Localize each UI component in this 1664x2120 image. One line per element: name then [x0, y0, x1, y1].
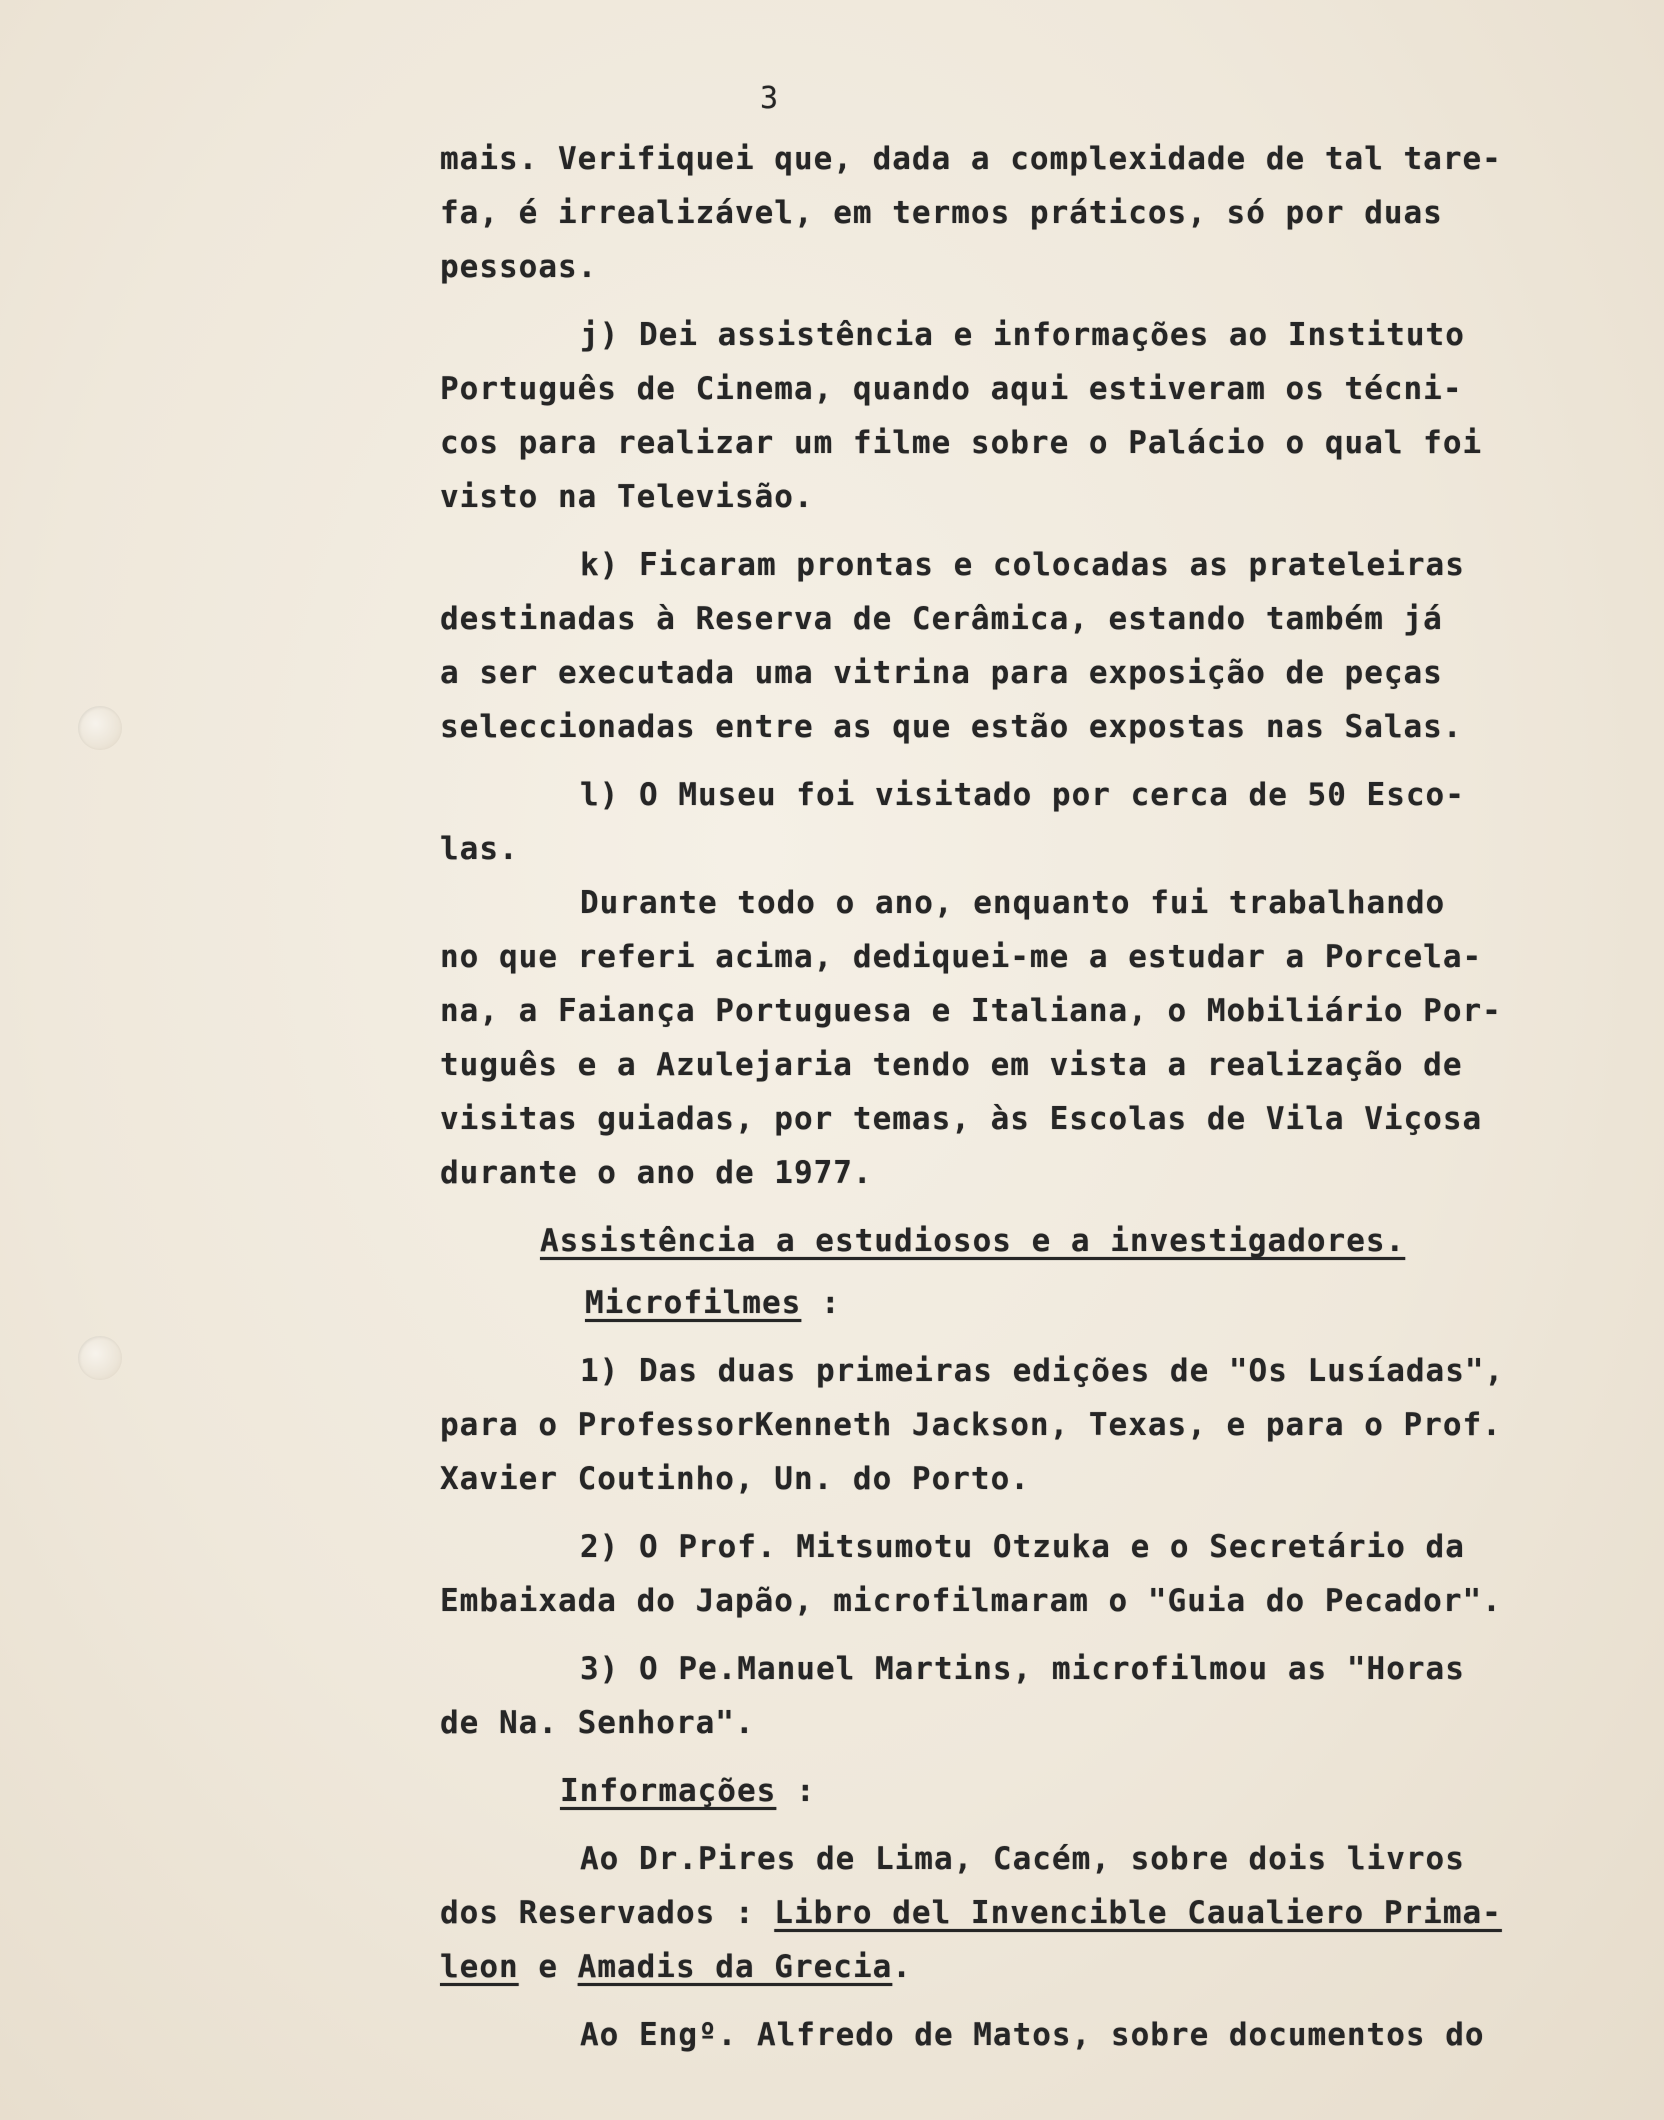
paragraph-item-k	[440, 538, 1560, 754]
text-line: fa, é irrealizável, em termos práticos, só por duas	[440, 195, 1443, 231]
text-line: tuguês e a Azulejaria tendo em vista a realização de	[440, 1047, 1463, 1083]
text-line: na, a Faiança Portuguesa e Italiana, o Mobiliário Por-	[440, 993, 1502, 1029]
paragraph-durante	[440, 876, 1560, 1200]
text-line: Xavier Coutinho, Un. do Porto.	[440, 1461, 1030, 1497]
book-title: Amadis da Grecia	[577, 1949, 893, 1985]
text-line: 1) Das duas primeiras edições de "Os Lusíadas",	[580, 1353, 1505, 1389]
section-heading-assistencia	[440, 1214, 1560, 1268]
text-line: a ser executada uma vitrina para exposição de peças	[440, 655, 1443, 691]
paragraph-continuation	[440, 132, 1560, 294]
heading-text: Informações	[560, 1773, 777, 1809]
text-segment: dos Reservados :	[440, 1895, 775, 1931]
text-line: mais. Verifiquei que, dada a complexidade de tal tare-	[440, 141, 1502, 177]
informacao-item-2	[440, 2008, 1560, 2062]
text-segment: e	[518, 1949, 578, 1985]
informacao-item-1	[440, 1832, 1560, 1994]
binder-hole	[78, 1336, 122, 1380]
text-line: las.	[440, 831, 519, 867]
text-line: Português de Cinema, quando aqui estiveram os técni-	[440, 371, 1463, 407]
text-line: visto na Televisão.	[440, 479, 814, 515]
book-title: leon	[440, 1949, 519, 1985]
text-line: Durante todo o ano, enquanto fui trabalhando	[580, 885, 1446, 921]
text-line: no que referi acima, dediquei-me a estudar a Porcela-	[440, 939, 1483, 975]
text-line: seleccionadas entre as que estão expostas nas Salas.	[440, 709, 1463, 745]
heading-suffix: :	[776, 1773, 816, 1809]
heading-text: Assistência a estudiosos e a investigadores.	[540, 1223, 1406, 1259]
text-line: pessoas.	[440, 249, 598, 285]
text-line: visitas guiadas, por temas, às Escolas de Vila Viçosa	[440, 1101, 1483, 1137]
microfilm-item-3	[440, 1642, 1560, 1750]
page-number: 3	[760, 81, 780, 116]
text-line: cos para realizar um filme sobre o Palácio o qual foi	[440, 425, 1483, 461]
text-line: Embaixada do Japão, microfilmaram o "Guia do Pecador".	[440, 1583, 1502, 1619]
text-line: durante o ano de 1977.	[440, 1155, 873, 1191]
text-segment: .	[892, 1949, 912, 1985]
heading-suffix: :	[801, 1285, 841, 1321]
paragraph-item-l	[440, 768, 1560, 876]
text-line: j) Dei assistência e informações ao Instituto	[580, 317, 1465, 353]
text-line: 3) O Pe.Manuel Martins, microfilmou as "Horas	[580, 1651, 1465, 1687]
microfilm-item-1	[440, 1344, 1560, 1506]
section-heading-microfilmes	[440, 1276, 1560, 1330]
text-line: destinadas à Reserva de Cerâmica, estando também já	[440, 601, 1443, 637]
heading-text: Microfilmes	[585, 1285, 802, 1321]
typed-text-body	[440, 72, 1560, 2062]
text-line: Ao Engº. Alfredo de Matos, sobre documentos do	[580, 2017, 1485, 2053]
text-line: para o ProfessorKenneth Jackson, Texas, e para o Prof.	[440, 1407, 1502, 1443]
microfilm-item-2	[440, 1520, 1560, 1628]
text-line: k) Ficaram prontas e colocadas as prateleiras	[580, 547, 1465, 583]
text-line: de Na. Senhora".	[440, 1705, 755, 1741]
text-line: 2) O Prof. Mitsumotu Otzuka e o Secretário da	[580, 1529, 1465, 1565]
paragraph-item-j	[440, 308, 1560, 524]
text-line: l) O Museu foi visitado por cerca de 50 Esco-	[580, 777, 1465, 813]
book-title: Libro del Invencible Caualiero Prima-	[774, 1895, 1502, 1931]
binder-hole	[78, 706, 122, 750]
text-line	[440, 1886, 1560, 1940]
text-line	[440, 1940, 1560, 1994]
text-line: Ao Dr.Pires de Lima, Cacém, sobre dois livros	[580, 1841, 1465, 1877]
section-heading-informacoes	[440, 1764, 1560, 1818]
